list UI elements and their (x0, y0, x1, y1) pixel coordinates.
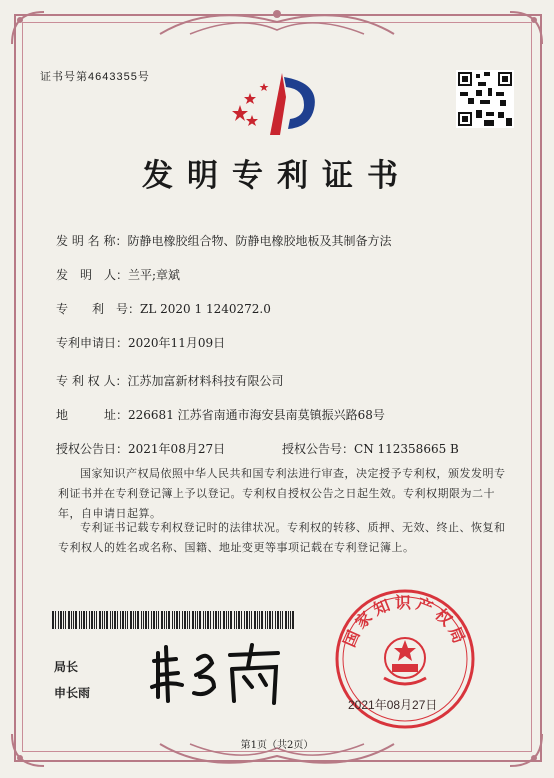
barcode-bar (99, 611, 101, 629)
barcode-bar (168, 611, 170, 629)
patentee-label: 专 利 权 人： (56, 374, 128, 388)
barcode-bar (238, 611, 240, 629)
barcode-bar (55, 611, 56, 629)
barcode-bar (269, 611, 271, 629)
barcode-bar (161, 611, 163, 629)
barcode-bar (164, 611, 165, 629)
announce-date-label: 授权公告日： (56, 442, 129, 456)
barcode-bar (220, 611, 221, 629)
invention-name-value: 防静电橡胶组合物、防静电橡胶地板及其制备方法 (127, 234, 392, 248)
barcode-bar (96, 611, 97, 629)
barcode-bar (166, 611, 167, 629)
barcode-bar (63, 611, 64, 629)
barcode-bar (205, 611, 206, 629)
barcode-bar (83, 611, 85, 629)
filing-date-value: 2020年11月09日 (128, 336, 226, 350)
patent-number-value: ZL 2020 1 1240272.0 (140, 302, 271, 316)
barcode-bar (187, 611, 188, 629)
barcode-bar (156, 611, 157, 629)
barcode-bar (112, 611, 113, 629)
director-title: 局长 (54, 660, 79, 674)
barcode-bar (117, 611, 118, 629)
barcode-bar (110, 611, 111, 629)
barcode-bar (277, 611, 279, 629)
barcode-bar (210, 611, 211, 629)
barcode-bar (282, 611, 283, 629)
director-name: 申长雨 (54, 686, 91, 700)
barcode-bar (195, 611, 196, 629)
barcode-bar (228, 611, 229, 629)
barcode-bar (230, 611, 232, 629)
barcode-bar (60, 611, 62, 629)
page-number: 第1页（共2页） (240, 740, 314, 751)
announce-date-row (56, 440, 225, 457)
legal-paragraph-1: 国家知识产权局依照中华人民共和国专利法进行审查，决定授予专利权，颁发发明专利证书并在专利登记簿上予以登记。专利权自授权公告之日起生效。专利权期限为二十年，自申请日起算。 (58, 467, 506, 520)
barcode-bar (137, 611, 139, 629)
barcode-bar (145, 611, 147, 629)
patentee-value: 江苏加富新材料科技有限公司 (127, 374, 284, 388)
barcode-bar (257, 611, 258, 629)
barcode-bar (223, 611, 225, 629)
barcode-bar (104, 611, 105, 629)
barcode-bar (52, 611, 54, 629)
barcode-bar (143, 611, 144, 629)
address-label: 地 址： (56, 408, 129, 422)
barcode-bar (213, 611, 214, 629)
address-row (56, 406, 385, 423)
top-ornament (150, 4, 404, 44)
cnipa-logo-icon (230, 65, 322, 145)
barcode-bar (176, 611, 178, 629)
inventor-row (56, 266, 180, 283)
barcode-bar (254, 611, 256, 629)
barcode-bar (91, 611, 93, 629)
corner-ornament-top-right (506, 8, 546, 48)
barcode-bar (290, 611, 291, 629)
barcode-bar (86, 611, 87, 629)
barcode-bar (75, 611, 77, 629)
barcode-bar (226, 611, 227, 629)
barcode-bar (148, 611, 149, 629)
barcode-bar (285, 611, 287, 629)
corner-ornament-top-left (8, 8, 48, 48)
director-signature (148, 641, 288, 707)
barcode-bar (246, 611, 248, 629)
barcode-bar (65, 611, 66, 629)
patent-number-label: 专 利 号： (56, 302, 141, 316)
barcode-bar (114, 611, 116, 629)
barcode-bar (172, 611, 173, 629)
barcode-bar (151, 611, 152, 629)
barcode-bar (94, 611, 95, 629)
barcode-bar (249, 611, 250, 629)
barcode-bar (265, 611, 266, 629)
announce-number-value: CN 112358665 B (354, 442, 459, 456)
barcode-bar (275, 611, 276, 629)
barcode-bar (106, 611, 108, 629)
barcode-bar (215, 611, 217, 629)
barcode-bar (71, 611, 72, 629)
barcode-bar (218, 611, 219, 629)
barcode-bar (81, 611, 82, 629)
qr-code-icon (456, 70, 514, 128)
barcode-bar (182, 611, 183, 629)
barcode-bar (199, 611, 201, 629)
barcode-bar (272, 611, 273, 629)
barcode-bar (241, 611, 242, 629)
announce-date-value: 2021年08月27日 (128, 442, 226, 456)
barcode-bar (89, 611, 90, 629)
barcode-bar (125, 611, 126, 629)
legal-paragraph-2: 专利证书记载专利权登记时的法律状况。专利权的转移、质押、无效、终止、恢复和专利权人的姓名或名称、国籍、地址变更等事项记载在专利登记簿上。 (58, 521, 506, 554)
barcode-bar (158, 611, 159, 629)
barcode-bar (127, 611, 128, 629)
filing-date-label: 专利申请日： (56, 336, 129, 350)
barcode-bar (184, 611, 186, 629)
barcode-bar (189, 611, 190, 629)
invention-name-label: 发 明 名 称： (56, 234, 128, 248)
barcode-bar (203, 611, 204, 629)
barcode-bar (174, 611, 175, 629)
barcode-bar (280, 611, 281, 629)
barcode-bar (244, 611, 245, 629)
barcode-bar (153, 611, 155, 629)
inventor-value: 兰平;章斌 (128, 268, 181, 282)
address-value: 226681 江苏省南通市海安县南莫镇振兴路68号 (128, 408, 385, 422)
announce-number-row (282, 440, 459, 457)
barcode-bar (267, 611, 268, 629)
barcode-bar (236, 611, 237, 629)
barcode-icon (52, 611, 296, 629)
barcode-bar (259, 611, 260, 629)
barcode-bar (102, 611, 103, 629)
page-title: 发明专利证书 (142, 158, 412, 194)
barcode-bar (133, 611, 134, 629)
seal-date: 2021年08月27日 (348, 698, 438, 712)
seal-text: 国家知识产权局 (339, 592, 471, 650)
barcode-bar (141, 611, 142, 629)
filing-date-row (56, 334, 225, 351)
barcode-bar (122, 611, 124, 629)
barcode-bar (234, 611, 235, 629)
announce-number-label: 授权公告号： (282, 442, 355, 456)
barcode-bar (73, 611, 74, 629)
patentee-row (56, 372, 283, 389)
barcode-bar (179, 611, 180, 629)
barcode-bar (120, 611, 121, 629)
patent-number-row (56, 300, 271, 317)
inventor-label: 发 明 人： (56, 268, 129, 282)
barcode-bar (197, 611, 198, 629)
barcode-bar (261, 611, 263, 629)
barcode-bar (135, 611, 136, 629)
barcode-bar (251, 611, 252, 629)
barcode-bar (58, 611, 59, 629)
barcode-bar (192, 611, 194, 629)
barcode-bar (68, 611, 70, 629)
barcode-bar (288, 611, 289, 629)
barcode-bar (79, 611, 80, 629)
barcode-bar (130, 611, 132, 629)
barcode-bar (292, 611, 294, 629)
barcode-bar (207, 611, 209, 629)
invention-name-row (56, 232, 391, 249)
certificate-number: 证书号第4643355号 (40, 71, 150, 83)
